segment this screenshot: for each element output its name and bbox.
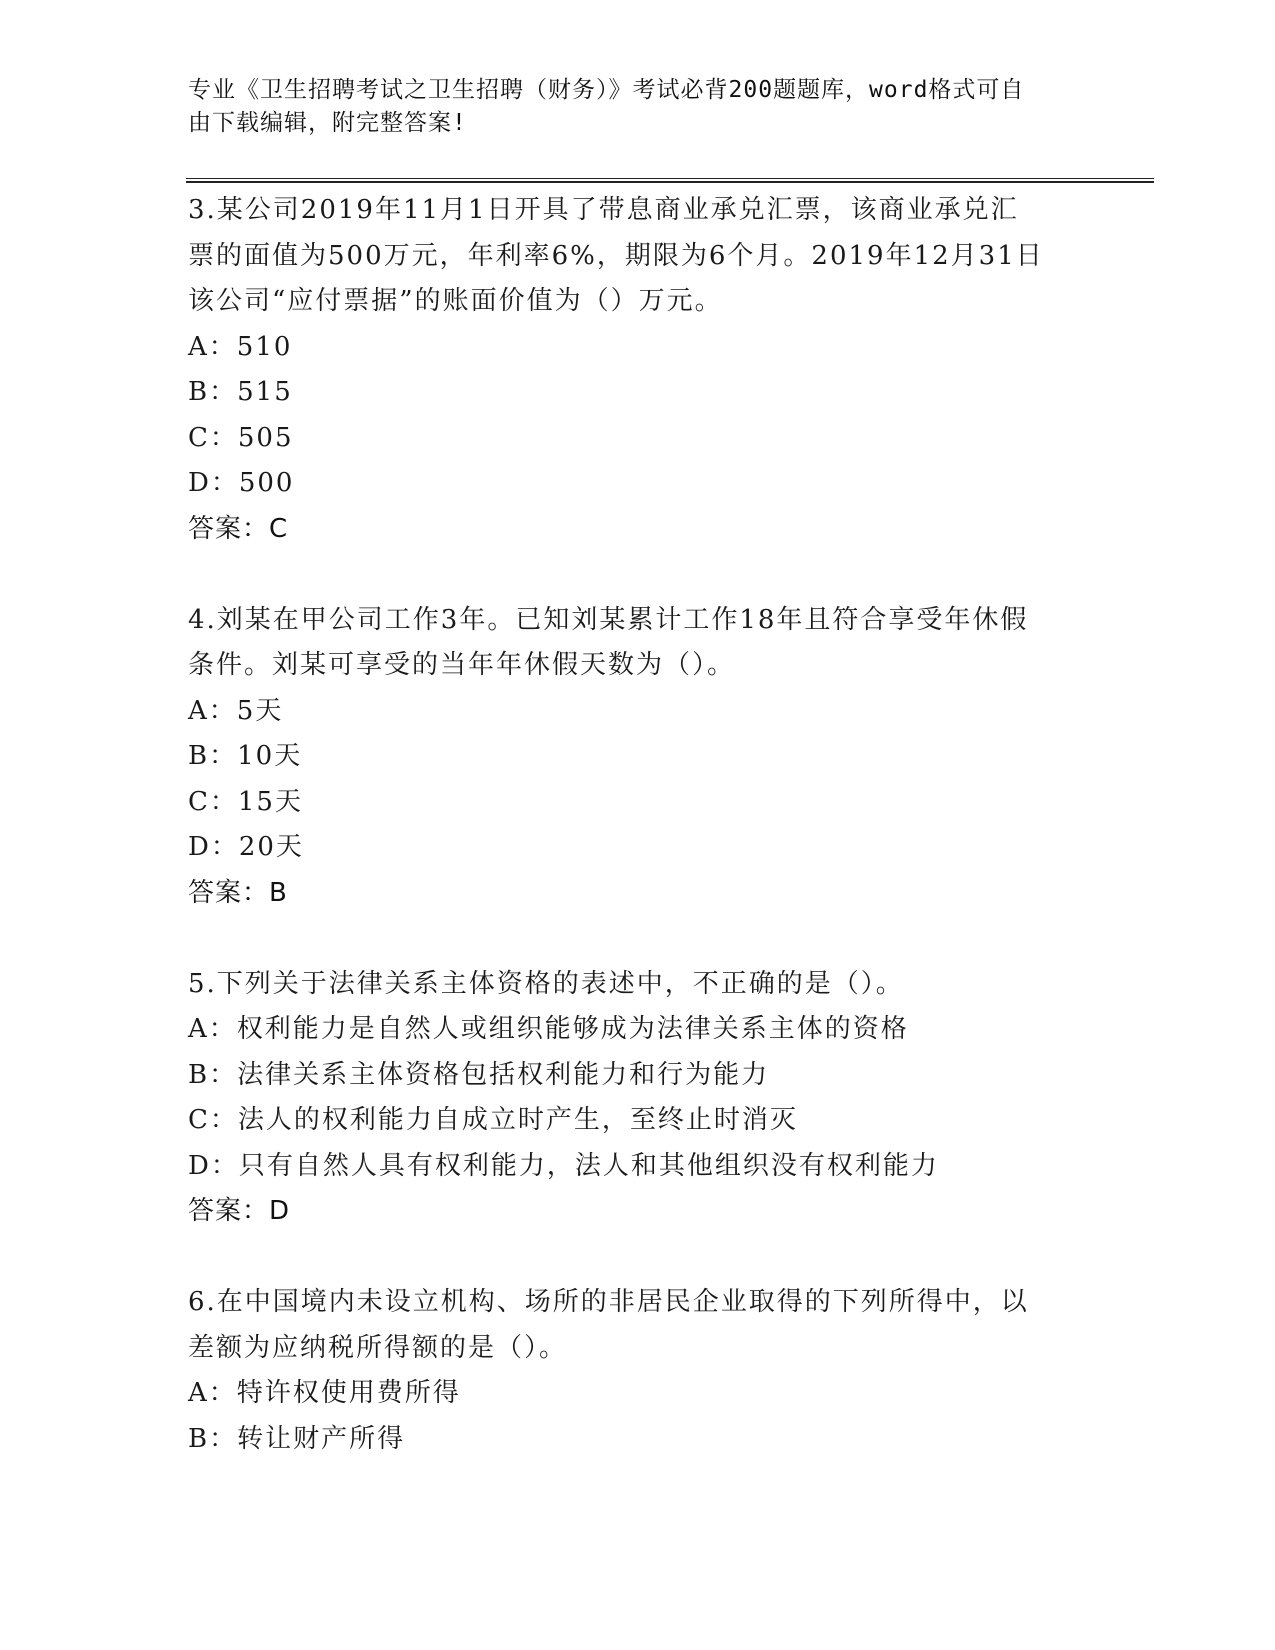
question-stem-line: 该公司“应付票据”的账面价值为（）万元。 [188,286,723,316]
answer-label: 答案：C [188,513,289,544]
option-b: B：转让财产所得 [188,1423,406,1454]
option-b: B：515 [188,377,293,407]
question-list [188,188,1088,1462]
header-line-2: 由下载编辑，附完整答案! [188,110,467,136]
header-divider-thin [186,178,1154,179]
header-line-1: 专业《卫生招聘考试之卫生招聘（财务）》考试必背200题题库，word格式可自 [188,77,1025,103]
option-a: A：权利能力是自然人或组织能够成为法律关系主体的资格 [188,1014,909,1044]
question-block [188,598,1088,917]
header-divider-thick [186,181,1154,183]
option-c: C：法人的权利能力自成立时产生，至终止时消灭 [188,1105,798,1135]
answer-label: 答案：B [188,877,288,908]
option-b: B：10天 [188,741,303,771]
question-stem-line: 票的面值为500万元，年利率6%，期限为6个月。2019年12月31日 [188,240,1044,271]
answer-label: 答案：D [188,1196,291,1226]
question-stem-line: 条件。刘某可享受的当年年休假天数为（）。 [188,650,736,680]
question-spacer [188,1235,1088,1281]
question-block [188,962,1088,1235]
option-b: B：法律关系主体资格包括权利能力和行为能力 [188,1059,770,1090]
option-d: D：500 [188,468,295,498]
question-stem-line: 4.刘某在甲公司工作3年。已知刘某累计工作18年且符合享受年休假 [188,604,1029,635]
option-a: A：特许权使用费所得 [188,1378,461,1408]
question-stem-line: 5.下列关于法律关系主体资格的表述中，不正确的是（）。 [188,968,904,999]
option-c: C：505 [188,422,294,453]
option-a: A：510 [188,331,293,362]
question-stem-line: 3.某公司2019年11月1日开具了带息商业承兑汇票，该商业承兑汇 [188,195,1019,225]
question-block [188,188,1088,552]
document-header [188,74,1068,140]
option-d: D：20天 [188,832,304,862]
option-c: C：15天 [188,786,303,817]
option-a: A：5天 [188,695,284,726]
question-spacer [188,552,1088,598]
option-d: D：只有自然人具有权利能力，法人和其他组织没有权利能力 [188,1150,939,1181]
question-spacer [188,916,1088,962]
question-stem-line: 6.在中国境内未设立机构、场所的非居民企业取得的下列所得中，以 [188,1287,1029,1317]
question-block [188,1280,1088,1462]
question-stem-line: 差额为应纳税所得额的是（）。 [188,1332,568,1363]
